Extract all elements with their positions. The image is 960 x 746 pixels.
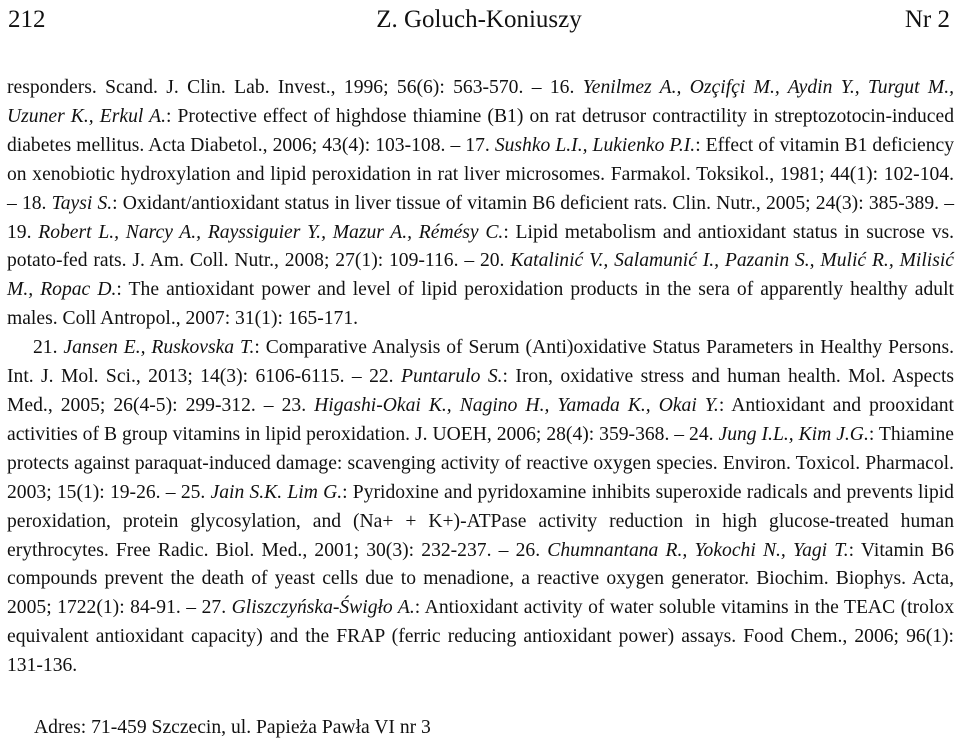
reference-authors: Jain S.K. Lim G. <box>210 481 343 503</box>
reference-paragraph-1 <box>7 74 954 334</box>
reference-authors: Gliszczyńska-Świgło A. <box>231 597 415 619</box>
reference-text: : Oxidant/antioxidant status in liver tissue of vitamin B6 deficient rats. Clin. Nutr., 2005; 24(3): 385-389. – 19. <box>7 192 954 243</box>
reference-text: : Effect of vitamin B1 deficiency on xenobiotic hydroxylation and lipid peroxidation in rat liver microsomes. Farmakol. Toksikol., 1981; 44(1): 102-104. – 18. <box>7 134 954 214</box>
reference-authors: Yenilmez A., Ozçifçi M., Aydin Y., Turgut M., Uzuner K., Erkul A. <box>7 77 954 127</box>
page-number: 212 <box>8 6 46 33</box>
reference-text: : Iron, oxidative stress and human health. Mol. Aspects Med., 2005; 26(4-5): 299-312. – 23. <box>7 366 955 416</box>
reference-text: : Antioxidant activity of water soluble vitamins in the TEAC (trolox equivalent antioxidant capacity) and the FRAP (ferric reducing antioxidant power) assays. Food Chem., 2006; 96(1): 131-136. <box>7 597 954 677</box>
reference-authors: Taysi S. <box>51 192 113 214</box>
reference-authors: Puntarulo S. <box>400 366 503 388</box>
author-address: Adres: 71-459 Szczecin, ul. Papieża Pawła VI nr 3 <box>34 717 431 738</box>
reference-authors: Sushko L.I., Lukienko P.I. <box>494 134 696 156</box>
reference-list <box>7 74 954 681</box>
issue-number: Nr 2 <box>904 6 950 33</box>
reference-paragraph-2 <box>7 334 954 681</box>
running-head <box>8 4 950 44</box>
reference-authors: Higashi-Okai K., Nagino H., Yamada K., Okai Y. <box>314 394 719 416</box>
reference-text: : Lipid metabolism and antioxidant status in sucrose vs. potato-fed rats. J. Am. Coll. Nutr., 2008; 27(1): 109-116. – 20. <box>7 221 955 272</box>
reference-text: : Thiamine protects against paraquat-induced damage: scavenging activity of reactive oxygen species. Environ. Toxicol. Pharmacol. 2003; 15(1): 19-26. – 25. <box>7 423 954 503</box>
reference-authors: Jansen E., Ruskovska T. <box>63 337 255 359</box>
reference-authors: Chumnantana R., Yokochi N., Yagi T. <box>547 539 849 561</box>
reference-text: responders. Scand. J. Clin. Lab. Invest., 1996; 56(6): 563-570. – 16. <box>7 77 583 98</box>
reference-text: : Vitamin B6 compounds prevent the death of yeast cells due to menadione, a reactive oxygen generator. Biochim. Biophys. Acta, 2005; 1722(1): 84-91. – 27. <box>7 539 955 619</box>
reference-authors: Katalinić V., Salamunić I., Pazanin S., Mulić R., Milisić M., Ropac D. <box>7 250 954 301</box>
reference-text: : Comparative Analysis of Serum (Anti)oxidative Status Parameters in Healthy Persons. Int. J. Mol. Sci., 2013; 14(3): 6106-6115. – 22. <box>7 337 954 388</box>
reference-authors: Jung I.L., Kim J.G. <box>718 423 869 445</box>
reference-text: : Antioxidant and prooxidant activities of B group vitamins in lipid peroxidation. J. UOEH, 2006; 28(4): 359-368. – 24. <box>7 394 955 445</box>
reference-text: : The antioxidant power and level of lipid peroxidation products in the sera of apparently healthy adult males. Coll Antropol., 2007: 31(1): 165-171. <box>7 279 954 330</box>
reference-authors: Robert L., Narcy A., Rayssiguier Y., Mazur A., Rémésy C. <box>38 221 504 243</box>
running-head-author: Z. Goluch-Koniuszy <box>376 6 582 33</box>
reference-text: : Protective effect of highdose thiamine (B1) on rat detrusor contractility in streptozotocin-induced diabetes mellitus. Acta Diabetol., 2006; 43(4): 103-108. – 17. <box>7 105 954 156</box>
reference-text: 21. <box>33 337 64 359</box>
reference-text: : Pyridoxine and pyridoxamine inhibits superoxide radicals and prevents lipid peroxidation, protein glycosylation, and (Na+ + K+)-ATPase activity reduction in high glucose-treated human erythrocytes. Free Radic. Biol. Med., 2001; 30(3): 232-237. – 26. <box>7 481 954 561</box>
